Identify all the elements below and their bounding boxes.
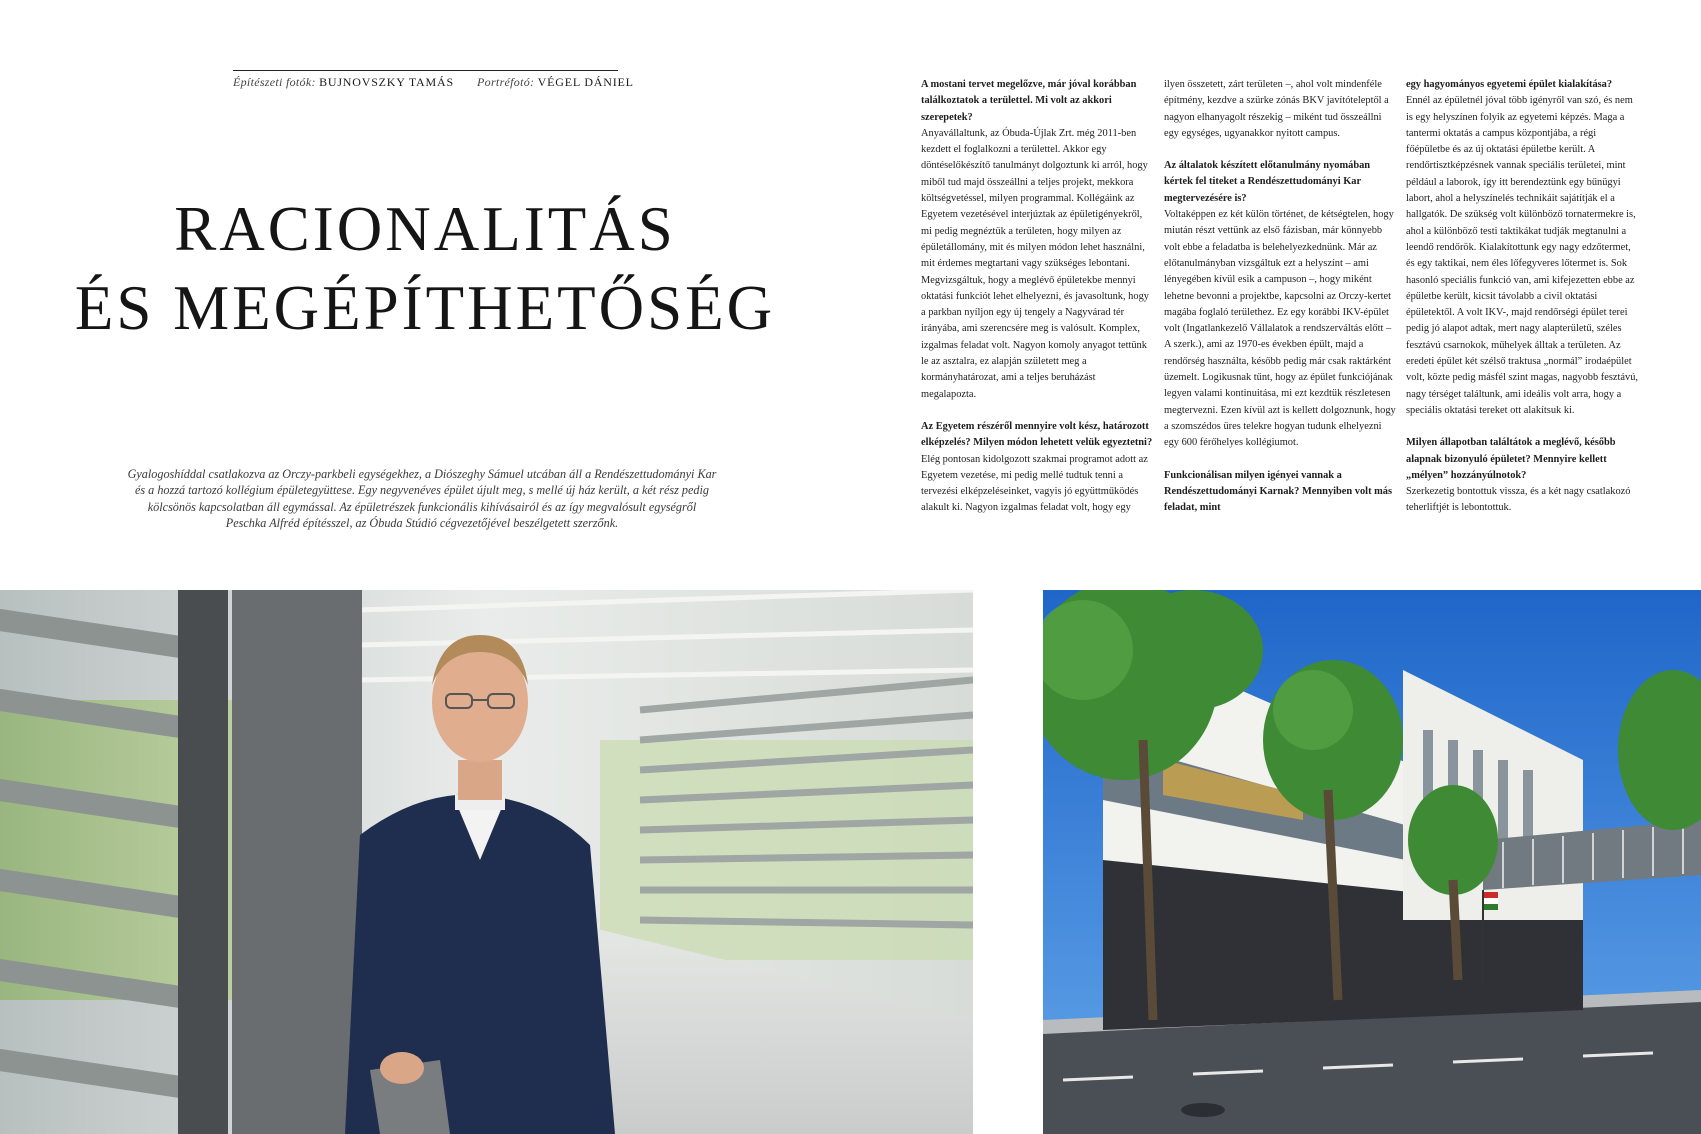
photo-credits xyxy=(233,70,634,90)
question: egy hagyományos egyetemi épület kialakítása? xyxy=(1406,79,1613,90)
text-column-3 xyxy=(1406,77,1638,517)
portrait-photo-label: Portréfotó: xyxy=(477,75,535,89)
question: A mostani tervet megelőzve, már jóval korábban találkoztatok a területtel. Mi volt az akkori szerepetek? xyxy=(921,79,1137,123)
question: Milyen állapotban találtátok a meglévő, később alapnak bizonyuló épületet? Mennyire kellett „mélyen” hozzányúlnotok? xyxy=(1406,437,1616,481)
title-line-1: RACIONALITÁS xyxy=(174,194,676,264)
portrait-photographer: VÉGEL DÁNIEL xyxy=(537,75,634,89)
answer: Szerkezetig bontottuk vissza, és a két nagy csatlakozó teherliftjét is lebontottuk. xyxy=(1406,486,1631,514)
article-lead: Gyalogoshíddal csatlakozva az Orczy-parkbeli egységekhez, a Diószeghy Sámuel utcában áll a Rendészettudományi Kar és a hozzá tartozó kollégium épületegyüttese. Egy negyvenéves épület újult meg, s mellé új ház került, a két rész pedig kölcsönös kapcsolatban áll egymással. Az épületrészek funkcionális kihívásairól és az így megvalósult egységről Peschka Alfréd építésszel, az Óbuda Stúdió cégvezetőjével beszélgetett szerzőnk. xyxy=(127,467,717,531)
answer: Voltaképpen ez két külön történet, de kétségtelen, hogy miután részt vettünk az első fázisban, már könnyebb volt ebbe a feladatba is belehelyezkednünk. Már az előtanulmányban vizsgáltuk ezt a helyszínt – ami lényegében kívül esik a campuson –, hogy miként lehetne bevonni a projektbe, kapcsolni az Orczy-kertet magába foglaló területhez. Ez egy korábbi IKV-épület volt (Ingatlankezelő Vállalatok a rendszerváltás előtt – A szerk.), ami az 1970-es években épült, majd a rendőrség használta, később pedig már csak raktárként üzemelt. Logikusnak tűnt, hogy az épület funkciójának legyen valami kontinuitása, mi ezt kezdtük részletesen megtervezni. Ezen kívül azt is kellett dolgoznunk, hogy a szomszédos üres telekre hogyan tudunk elhelyezni egy 600 férőhelyes kollégiumot. xyxy=(1164,209,1396,449)
answer: ilyen összetett, zárt területen –, ahol volt mindenféle építmény, kezdve a szürke zónás BKV javítóteleptől a nagyon elhanyagolt részekig – miként tud összeállni egy egységes, ugyanakkor nyitott campus. xyxy=(1164,79,1389,139)
architecture-photographer: BUJNOVSZKY TAMÁS xyxy=(319,75,454,89)
question: Funkcionálisan milyen igényei vannak a Rendészettudományi Karnak? Mennyiben volt más feladat, mint xyxy=(1164,469,1393,514)
architecture-photo-label: Építészeti fotók: xyxy=(233,75,316,89)
article-title xyxy=(60,190,790,348)
portrait-photo xyxy=(0,590,973,1134)
answer: Elég pontosan kidolgozott szakmai programot adott az Egyetem vezetése, mi pedig mellé tudtuk tenni a tervezési elképzeléseinket, vagyis jó együttműködés alakult ki. Nagyon izgalmas feladat volt, hogy egy xyxy=(921,453,1148,514)
question: Az általatok készített előtanulmány nyomában kértek fel titeket a Rendészettudományi Kar megtervezésére is? xyxy=(1164,160,1371,204)
title-line-2: ÉS MEGÉPÍTHETŐSÉG xyxy=(74,273,776,343)
building-photo xyxy=(1043,590,1701,1134)
question: Az Egyetem részéről mennyire volt kész, határozott elképzelés? Milyen módon lehetett velük egyeztetni? xyxy=(921,420,1153,449)
text-column-1 xyxy=(921,77,1153,517)
answer: Anyavállaltunk, az Óbuda-Újlak Zrt. még 2011-ben kezdett el foglalkozni a területtel. Akkor egy döntéselőkészítő tanulmányt dolgoztunk ki arról, hogy miből tud majd összeállni a teljes projekt, mekkora költségvetéssel, milyen programmal. Kollégáink az Egyetem vezetésével interjúztak az épületigényekről, mi pedig megnéztük a területen, hogy milyen az épületállomány, mit és milyen módon lehet használni, mit érdemes megtartani vagy szükséges lebontani. Megvizsgáltuk, hogy a meglévő épületekbe mennyi oktatási funkciót lehet elhelyezni, és javasoltunk, hogy a parkban nyíljon egy új tengely a Nagyvárad tér irányába, ami szerencsére meg is valósult. Komplex, izgalmas feladat volt. Nagyon komoly anyagot tettünk le az asztalra, ez alapján született meg a kormányhatározat, ami a teljes beruházást megalapozta. xyxy=(921,127,1149,400)
text-column-2 xyxy=(1164,77,1396,516)
answer: Ennél az épületnél jóval több igényről van szó, és nem is egy helyszínen folyik az egyetemi képzés. Maga a tantermi oktatás a campus központjába, a régi főépületbe és az új oktatási épületbe került. A rendőrtisztképzésnek vannak speciális területei, mint például a laborok, így itt berendeztünk egy bűnügyi labort, ahol a helyszínelés technikáit sajátítják el a hallgatók. De szükség volt különböző tornatermekre is, ahol a különböző testi taktikákat tudják megtanulni a leendő rendőrök. Kialakítottunk egy nagy edzőtermet, és egy taktikai, nem éles lőfegyveres lőtermet is. Sok hasonló speciális funkció van, ami kifejezetten ebbe az épületbe került, kicsit távolabb a civil oktatási épületektől. A volt IKV-, majd rendőrségi épület terei pedig jó alapot adtak, mert nagy alapterületű, széles fesztávú csarnokok, műhelyek álltak a területen. Az eredeti épület két szélső traktusa „normál” irodaépület volt, közte pedig másfél szint magas, nagyobb fesztávú, nagy térséget találtunk, ami ideális volt arra, hogy a speciális oktatási tereket ott alakítsuk ki. xyxy=(1406,95,1638,416)
